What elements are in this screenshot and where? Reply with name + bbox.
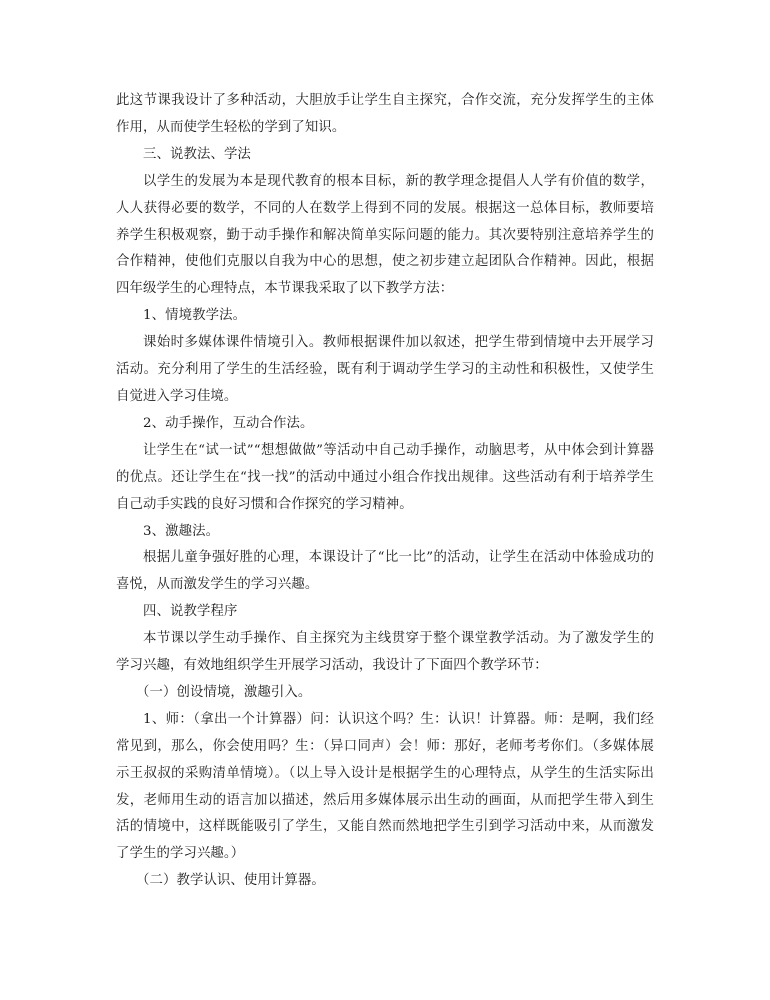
paragraph-teaching-philosophy: 以学生的发展为本是现代教育的根本目标，新的教学理念提倡人人学有价值的数学，人人获得必要的数学，不同的人在数学上得到不同的发展。根据这一总体目标，教师要培养学生积极观察，勤于动手操作和解决简单实际问题的能力。其次要特别注意培养学生的合作精神，使他们克服以自我为中心的思想，使之初步建立起团队合作精神。因此，根据四年级学生的心理特点，本节课我采取了以下教学方法：: [116, 173, 654, 297]
paragraph-intro-continuation: 此这节课我设计了多种活动，大胆放手让学生自主探究，合作交流，充分发挥学生的主体作用，从而使学生轻松的学到了知识。: [116, 93, 654, 135]
paragraph-situational-method: 课始时多媒体课件情境引入。教师根据课件加以叙述，把学生带到情境中去开展学习活动。充分利用了学生的生活经验，既有利于调动学生学习的主动性和积极性，又使学生自觉进入学习佳境。: [116, 335, 654, 404]
section-heading-teaching-methods: 三、说教法、学法: [143, 146, 251, 162]
method-heading-situational: 1、情境教学法。: [143, 308, 247, 324]
subsection-heading-calculator-use: （二）教学认识、使用计算器。: [136, 873, 325, 889]
document-body: [116, 88, 654, 895]
subsection-heading-scenario-intro: （一）创设情境，激趣引入。: [136, 684, 312, 700]
paragraph-hands-on-method: 让学生在“试一试”“想想做做”等活动中自己动手操作，动脑思考，从中体会到计算器的优点。还让学生在“找一找”的活动中通过小组合作找出规律。这些活动有利于培养学生自己动手实践的良好习惯和合作探究的学习精神。: [116, 442, 654, 512]
method-heading-hands-on: 2、动手操作，互动合作法。: [143, 415, 314, 431]
paragraph-procedure-overview: 本节课以学生动手操作、自主探究为主线贯穿于整个课堂教学活动。为了激发学生的学习兴趣，有效地组织学生开展学习活动，我设计了下面四个教学环节：: [116, 631, 654, 674]
paragraph-motivation-method: 根据儿童争强好胜的心理，本课设计了“比一比”的活动，让学生在活动中体验成功的喜悦，从而激发学生的学习兴趣。: [116, 550, 654, 593]
method-heading-motivation: 3、激趣法。: [143, 523, 220, 539]
paragraph-dialogue-example: 1、师：（拿出一个计算器）问：认识这个吗？生：认识！计算器。师：是啊，我们经常见到，那么，你会使用吗？生：（异口同声）会！师：那好，老师考考你们。（多媒体展示王叔叔的采购清单情境）。（以上导入设计是根据学生的心理特点，从学生的生活实际出发，老师用生动的语言加以描述，然后用多媒体展示出生动的画面，从而把学生带入到生活的情境中，这样既能吸引了学生，又能自然而然地把学生引到学习活动中来，从而激发了学生的学习兴趣。）: [116, 711, 654, 862]
section-heading-teaching-procedure: 四、说教学程序: [143, 604, 238, 620]
